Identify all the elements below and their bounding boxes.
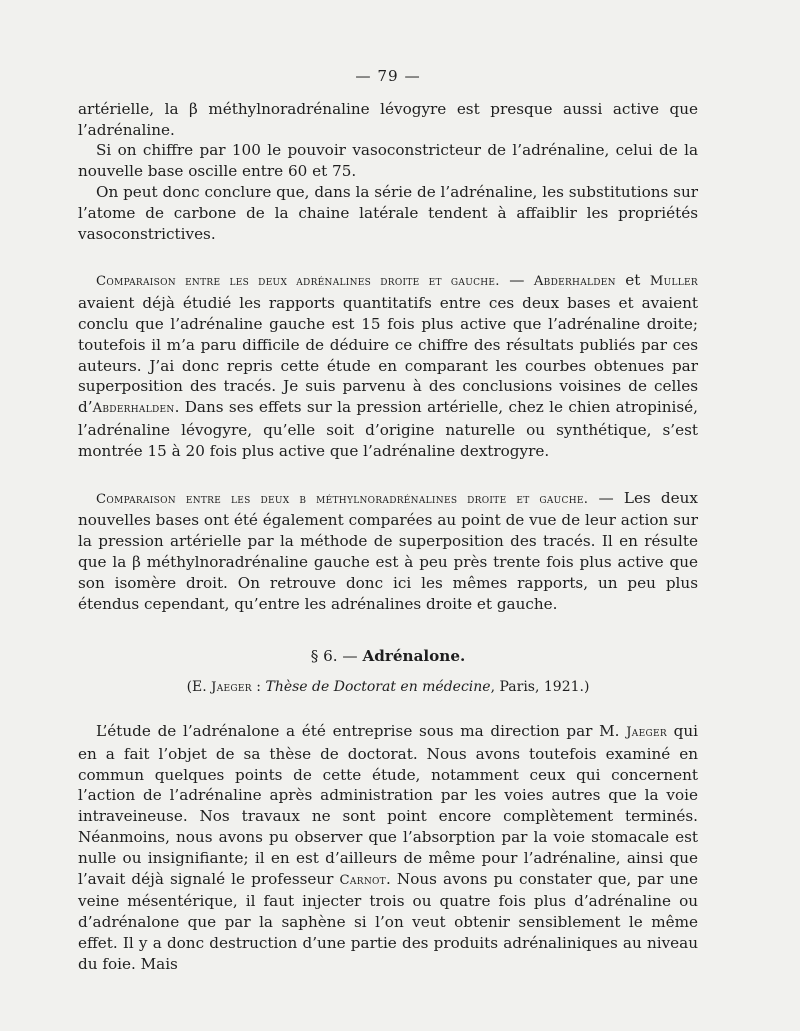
spacer (78, 699, 698, 721)
body-text: avaient déjà étudié les rapports quantitatifs entre ces deux bases et avaient conclu que l’adrénaline gauche est 15 fois plus active que l’adrénaline droite; toutefois il m’a paru difficile de déduire ce chiffre des résultats publiés par ces auteurs. J’ai donc repris cette étude en comparant les courbes obtenues par superposition des tracés. Je suis parvenu à des conclusions voisines de celles d’ (78, 294, 698, 417)
paragraph-comparison-methylnoradrenalines (78, 488, 698, 615)
body-text: — Les deux nouvelles bases ont été également comparées au point de vue de leur action sur la pression artérielle par la méthode de superposition des tracés. Il en résulte que la β méthylnoradrénaline gauche est à peu près trente fois plus active que son isomère droit. On retrouve donc ici les mêmes rapports, un peu plus étendus cependant, qu’entre les adrénalines droite et gauche. (78, 488, 698, 613)
ref-open: (E. (186, 679, 212, 696)
author-name: Abderhalden (533, 274, 616, 290)
paragraph-conclusion: On peut donc conclure que, dans la série de l’adrénaline, les substitutions sur l’atome de carbone de la chaine latérale tendent à affaiblir les propriétés vasoconstrictives. (78, 182, 698, 243)
author-name: Abderhalden (92, 401, 175, 417)
paragraph-continued: artérielle, la β méthylnoradrénaline lévogyre est presque aussi active que l’adrénaline. (78, 99, 698, 139)
ref-sep: : (251, 679, 266, 696)
paragraph-vasoconstrictor: Si on chiffre par 100 le pouvoir vasoconstricteur de l’adrénaline, celui de la nouvelle base oscille entre 60 et 75. (78, 141, 698, 181)
body-text: qui en a fait l’objet de sa thèse de doctorat. Nous avons toutefois examiné en commun quelques points de cette étude, notamment ceux qui concernent l’action de l’adrénaline après administration par les voies autres que la voie intraveineuse. Nos travaux ne sont point encore complètement terminés. Néanmoins, nous avons pu observer que l’absorption par la voie stomacale est nulle ou insignifiante; il en est d’ailleurs de même pour l’adrénaline, ainsi que l’avait déjà signalé le professeur (78, 721, 698, 888)
body-text: . Dans ses effets sur la pression artérielle, chez le chien atropinisé, l’adrénaline lévogyre, qu’elle soit d’origine naturelle ou synthétique, s’est montrée 15 à 20 fois plus active que l’adrénaline dextrogyre. (78, 398, 698, 460)
reference-line (78, 677, 698, 699)
body-text: . Nous avons pu constater que, par une veine mésentérique, il faut injecter trois ou quatre fois plus d’adrénaline ou d’adrénalone que par la saphène si l’on veut obtenir sensiblement le même effet. Il y a donc destruction d’une partie des produits adrénaliniques au niveau du foie. Mais (78, 869, 698, 973)
spacer (78, 244, 698, 270)
body-text: L’étude de l’adrénalone a été entreprise sous ma direction par M. (96, 721, 627, 740)
section-number: § 6. — (310, 647, 363, 666)
author-name: Muller (649, 274, 698, 290)
spacer (78, 614, 698, 640)
paragraph-adrenalone (78, 721, 698, 975)
page-body (78, 66, 698, 974)
section-title: Adrénalone. (362, 647, 466, 666)
spacer (78, 462, 698, 488)
conjunction: et (615, 271, 650, 290)
run-in-heading: Comparaison entre les deux adrénalines droite et gauche. (96, 274, 500, 290)
paragraph-comparison-adrenalines (78, 270, 698, 461)
ref-rest: , Paris, 1921.) (490, 679, 590, 696)
run-in-heading: Comparaison entre les deux β méthylnoradrénalines droite et gauche. (96, 491, 589, 507)
author-name: Carnot (339, 872, 386, 888)
author-name: Jaeger (626, 724, 667, 740)
section-heading (78, 646, 698, 667)
thesis-title: Thèse de Doctorat en médecine (265, 679, 491, 696)
dash: — (499, 271, 534, 290)
page-number: — 79 — (355, 67, 421, 85)
author-name: Jaeger (211, 680, 252, 696)
